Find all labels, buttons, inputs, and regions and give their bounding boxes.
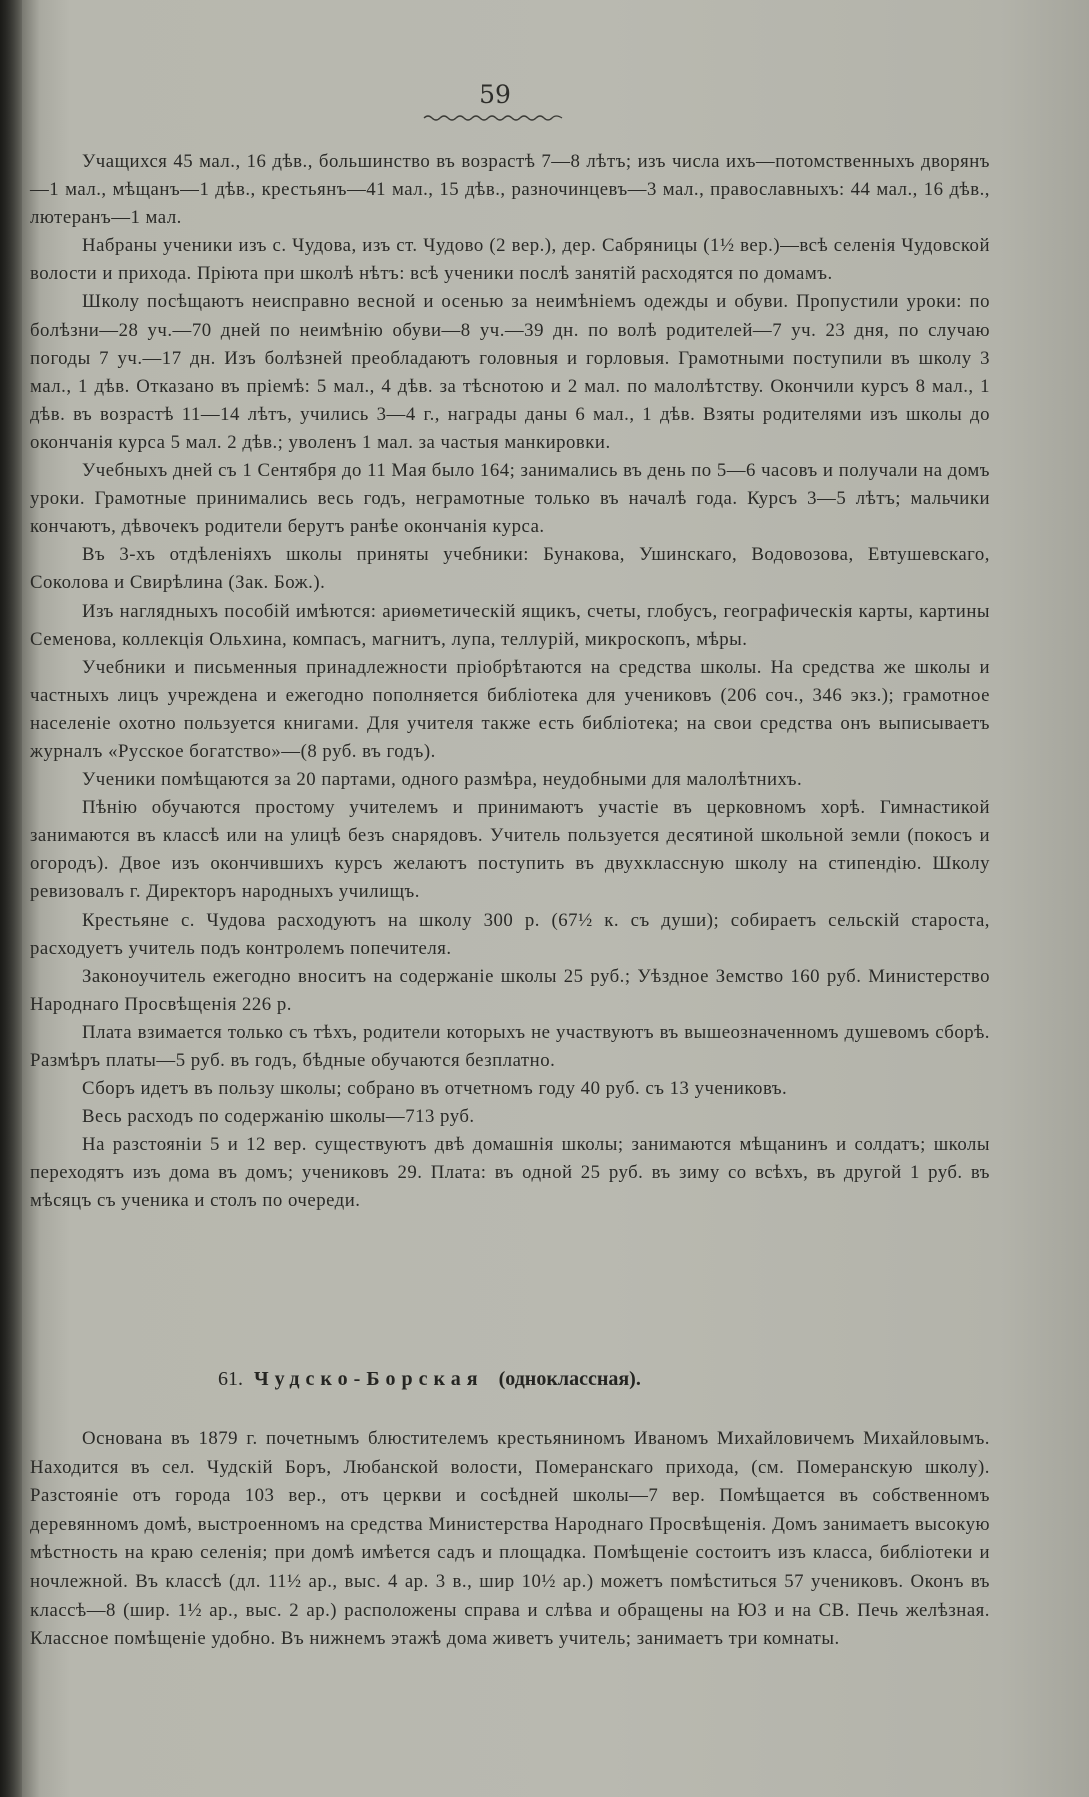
paragraph: На разстояніи 5 и 12 вер. существуютъ двѣ домашнія школы; занимаются мѣщанинъ и солдатъ; школы переходятъ изъ дома въ домъ; учениковъ 29. Плата: въ одной 25 руб. въ зиму со всѣхъ, въ другой 1 руб. въ мѣсяцъ съ ученика и столъ по очереди. — [30, 1134, 990, 1212]
paragraph: Учащихся 45 мал., 16 дѣв., большинство въ возрастѣ 7—8 лѣтъ; изъ числа ихъ—потомственныхъ дворянъ—1 мал., мѣщанъ—1 дѣв., крестьянъ—41 мал., 15 дѣв., разночинцевъ—3 мал., православныхъ: 44 мал., 16 дѣв., лютеранъ—1 мал. — [30, 151, 990, 229]
paragraph: Весь расходъ по содержанію школы—713 руб. — [82, 1106, 475, 1128]
paragraph: Ученики помѣщаются за 20 партами, одного размѣра, неудобными для малолѣтнихъ. — [82, 769, 803, 791]
paragraph: Основана въ 1879 г. почетнымъ блюстителемъ крестьяниномъ Иваномъ Михайловичемъ Михайловымъ. Находится въ сел. Чудскій Боръ, Любанской волости, Померанскаго прихода, (см. Померанскую школу). Разстояніе отъ города 103 вер., отъ церкви и сосѣдней школы—7 вер. Помѣщается въ собственномъ деревянномъ домѣ, выстроенномъ на средства Министерства Народнаго Просвѣщенія. Домъ занимаетъ высокую мѣстность на краю селенія; при домѣ имѣется садъ и площадка. Помѣщеніе состоитъ изъ класса, библіотеки и ночлежной. Въ классѣ (дл. 11½ ар., выс. 4 ар. 3 в., шир 10½ ар.) можетъ помѣститься 57 учениковъ. Оконъ въ классѣ—8 (шир. 1½ ар., выс. 2 ар.) расположены справа и слѣва и обращены на ЮЗ и на СВ. Печь желѣзная. Классное помѣщеніе удобно. Въ нижнемъ этажѣ дома живетъ учитель; занимаетъ три комнаты. — [30, 1428, 990, 1650]
page-spine-shadow — [0, 0, 22, 1797]
paragraph: Школу посѣщаютъ неисправно весной и осенью за неимѣніемъ одежды и обуви. Пропустили уроки: по болѣзни—28 уч.—70 дней по неимѣнію обуви—8 уч.—39 дн. по волѣ родителей—7 уч. 23 дня, по случаю погоды 7 уч.—17 дн. Изъ болѣзней преобладаютъ головныя и горловыя. Грамотными поступили въ школу 3 мал., 1 дѣв. Отказано въ пріемѣ: 5 мал., 4 дѣв. за тѣснотою и 2 мал. по малолѣтству. Окончили курсъ 8 мал., 1 дѣв. въ возрастѣ 11—14 лѣтъ, учились 3—4 г., награды даны 6 мал., 1 дѣв. Взяты родителями изъ школы до окончанія курса 5 мал. 2 дѣв.; уволенъ 1 мал. за частыя манкировки. — [30, 291, 990, 453]
section-number: 61. — [218, 1368, 243, 1390]
section-type: (одноклассная). — [498, 1368, 641, 1390]
paragraph: Въ 3-хъ отдѣленіяхъ школы приняты учебники: Бунакова, Ушинскаго, Водовозова, Евтушевскаго, Соколова и Свирѣлина (Зак. Бож.). — [30, 544, 990, 594]
paragraph: Учебники и письменныя принадлежности пріобрѣтаются на средства школы. На средства же школы и частныхъ лицъ учреждена и ежегодно пополняется библіотека для учениковъ (206 соч., 346 экз.); грамотное населеніе охотно пользуется книгами. Для учителя также есть библіотека; на свои средства онъ выписываетъ журналъ «Русское богатство»—(8 руб. въ годъ). — [30, 656, 990, 762]
section-name: Чудско-Борская — [254, 1368, 484, 1390]
paragraph: Пѣнію обучаются простому учителемъ и принимаютъ участіе въ церковномъ хорѣ. Гимнастикой занимаются въ классѣ или на улицѣ безъ снарядовъ. Учитель пользуется десятиной школьной земли (покосъ и огородъ). Двое изъ окончившихъ курсъ желаютъ поступить въ двухклассную школу на стипендію. Школу ревизовалъ г. Директоръ народныхъ училищъ. — [30, 797, 990, 903]
section-text — [30, 1425, 990, 1654]
ornament-divider — [422, 113, 564, 123]
paragraph: Изъ наглядныхъ пособій имѣются: ариѳметическій ящикъ, счеты, глобусъ, географическія карты, картины Семенова, коллекція Ольхина, компасъ, магнитъ, лупа, теллурій, микроскопъ, мѣры. — [30, 600, 990, 650]
page-number: 59 — [479, 80, 511, 109]
paragraph: Учебныхъ дней съ 1 Сентября до 11 Мая было 164; занимались въ день по 5—6 часовъ и получали на домъ уроки. Грамотные принимались весь годъ, неграмотные только въ началѣ года. Курсъ 3—5 лѣтъ; мальчики кончаютъ, дѣвочекъ родители берутъ ранѣе окончанія курса. — [30, 460, 990, 538]
paragraph: Сборъ идетъ въ пользу школы; собрано въ отчетномъ году 40 руб. съ 13 учениковъ. — [82, 1078, 788, 1100]
paragraph: Крестьяне с. Чудова расходуютъ на школу 300 р. (67½ к. съ души); собираетъ сельскій староста, расходуетъ учитель подъ контролемъ попечителя. — [30, 909, 990, 959]
paragraph: Плата взимается только съ тѣхъ, родители которыхъ не участвуютъ въ вышеозначенномъ душевомъ сборѣ. Размѣръ платы—5 руб. въ годъ, бѣдные обучаются безплатно. — [30, 1021, 990, 1071]
paragraph: Законоучитель ежегодно вноситъ на содержаніе школы 25 руб.; Уѣздное Земство 160 руб. Министерство Народнаго Просвѣщенія 226 р. — [30, 965, 990, 1015]
paragraph: Набраны ученики изъ с. Чудова, изъ ст. Чудово (2 вер.), дер. Сабряницы (1½ вер.)—всѣ селенія Чудовской волости и прихода. Пріюта при школѣ нѣтъ: всѣ ученики послѣ занятій расходятся по домамъ. — [30, 235, 990, 285]
body-text — [30, 148, 990, 1216]
section-heading — [218, 1368, 818, 1391]
